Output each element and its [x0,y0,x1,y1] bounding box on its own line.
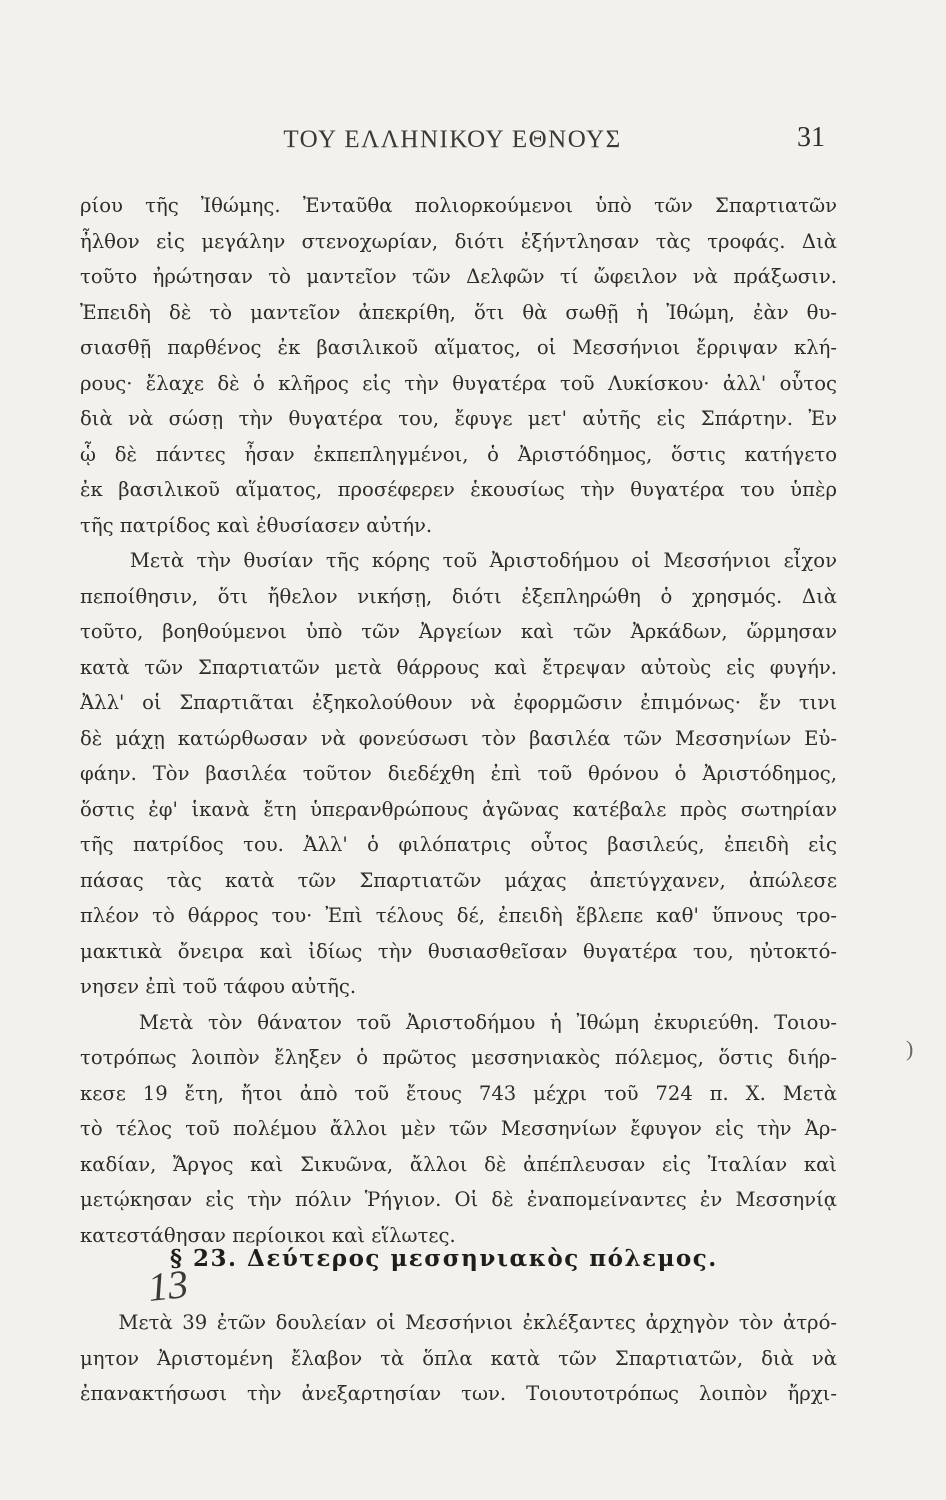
text-line: ρίου τῆς Ἰθώμης. Ἐνταῦθα πολιορκούμενοι ὑπὸ τῶν Σπαρτιατῶν [80,194,837,217]
text-line: πεποίθησιν, ὅτι ἤθελον νικήσῃ, διότι ἐξεπληρώθη ὁ χρησμός. Διὰ [80,584,837,608]
text-line: ρους· ἔλαχε δὲ ὁ κλῆρος εἰς τὴν θυγατέρα τοῦ Λυκίσκου· ἀλλ' οὗτος [80,371,837,395]
text-line: ᾧ δὲ πάντες ἦσαν ἐκπεπληγμένοι, ὁ Ἀριστόδημος, ὅστις κατήγετο [80,442,837,466]
text-line: πλέον τὸ θάρρος του· Ἐπὶ τέλους δέ, ἐπειδὴ ἔβλεπε καθ' ὕπνους τρο- [80,904,837,927]
text-line: μητον Ἀριστομένη ἔλαβον τὰ ὅπλα κατὰ τῶν Σπαρτιατῶν, διὰ νὰ [80,1346,837,1370]
text-line: καδίαν, Ἄργος καὶ Σικυῶνα, ἄλλοι δὲ ἀπέπλευσαν εἰς Ἰταλίαν καὶ [80,1152,837,1176]
page-header [80,122,825,166]
handwritten-margin-note: 13 [145,1261,191,1310]
text-line: νησεν ἐπὶ τοῦ τάφου αὐτῆς. [80,975,357,998]
text-line: κατὰ τῶν Σπαρτιατῶν μετὰ θάρρους καὶ ἔτρεψαν αὐτοὺς εἰς φυγήν. [80,655,837,679]
text-line: σιασθῇ παρθένος ἐκ βασιλικοῦ αἵματος, οἱ Μεσσήνιοι ἔρριψαν κλή- [80,336,837,359]
text-line: Μετὰ τὴν θυσίαν τῆς κόρης τοῦ Ἀριστοδήμου οἱ Μεσσήνιοι εἶχον [80,549,837,572]
text-line: τοτρόπως λοιπὸν ἔληξεν ὁ πρῶτος μεσσηνιακὸς πόλεμος, ὅστις διήρ- [80,1046,837,1069]
text-line: ἦλθον εἰς μεγάλην στενοχωρίαν, διότι ἐξήντλησαν τὰς τροφάς. Διὰ [80,229,837,253]
text-line: κεσε 19 ἔτη, ἤτοι ἀπὸ τοῦ ἔτους 743 μέχρι τοῦ 724 π. Χ. Μετὰ [80,1081,837,1105]
text-line: πάσας τὰς κατὰ τῶν Σπαρτιατῶν μάχας ἀπετύγχανεν, ἀπώλεσε [80,868,837,892]
page-number: 31 [797,122,825,153]
body-text-section-1 [80,188,837,1253]
text-line: κατεστάθησαν περίοικοι καὶ εἵλωτες. [80,1223,456,1247]
running-head: ΤΟΥ ΕΛΛΗΝΙΚΟΥ ΕΘΝΟΥΣ [283,126,622,153]
text-line: Ἀλλ' οἱ Σπαρτιᾶται ἐξηκολούθουν νὰ ἐφορμῶσιν ἐπιμόνως· ἔν τινι [80,691,837,714]
text-line: τὸ τέλος τοῦ πολέμου ἄλλοι μὲν τῶν Μεσσηνίων ἔφυγον εἰς τὴν Ἀρ- [80,1117,837,1140]
text-line: τοῦτο ἠρώτησαν τὸ μαντεῖον τῶν Δελφῶν τί ὤφειλον νὰ πράξωσιν. [80,265,837,288]
text-line: Μετὰ τὸν θάνατον τοῦ Ἀριστοδήμου ἡ Ἰθώμη ἐκυριεύθη. Τοιου- [80,1010,837,1034]
section-heading: § 23. Δεύτερος μεσσηνιακὸς πόλεμος. [170,1245,718,1272]
text-line: τοῦτο, βοηθούμενοι ὑπὸ τῶν Ἀργείων καὶ τῶν Ἀρκάδων, ὥρμησαν [80,620,837,643]
text-line: ἐπανακτήσωσι τὴν ἀνεξαρτησίαν των. Τοιουτοτρόπως λοιπὸν ἤρχι- [80,1382,837,1405]
margin-paren-mark: ) [906,1036,914,1061]
text-line: τῆς πατρίδος καὶ ἐθυσίασεν αὐτήν. [80,513,433,537]
text-line: Ἐπειδὴ δὲ τὸ μαντεῖον ἀπεκρίθη, ὅτι θὰ σωθῇ ἡ Ἰθώμη, ἐὰν θυ- [80,300,837,324]
text-line: τῆς πατρίδος του. Ἀλλ' ὁ φιλόπατρις οὗτος βασιλεύς, ἐπειδὴ εἰς [80,833,837,856]
text-line: φάην. Τὸν βασιλέα τοῦτον διεδέχθη ἐπὶ τοῦ θρόνου ὁ Ἀριστόδημος, [80,762,837,785]
text-line: μετῴκησαν εἰς τὴν πόλιν Ῥήγιον. Οἱ δὲ ἐναπομείναντες ἐν Μεσσηνίᾳ [80,1188,837,1211]
text-line: Μετὰ 39 ἐτῶν δουλείαν οἱ Μεσσήνιοι ἐκλέξαντες ἀρχηγὸν τὸν ἀτρό- [80,1311,837,1334]
text-line: ὅστις ἐφ' ἱκανὰ ἔτη ὑπερανθρώπους ἀγῶνας κατέβαλε πρὸς σωτηρίαν [80,797,837,821]
text-line: μακτικὰ ὄνειρα καὶ ἰδίως τὴν θυσιασθεῖσαν θυγατέρα του, ηὐτοκτό- [80,939,837,963]
body-text-section-2 [80,1305,837,1412]
text-line: διὰ νὰ σώσῃ τὴν θυγατέρα του, ἔφυγε μετ' αὐτῆς εἰς Σπάρτην. Ἐν [80,407,837,430]
text-line: ἐκ βασιλικοῦ αἵματος, προσέφερεν ἑκουσίως τὴν θυγατέρα του ὑπὲρ [80,478,837,501]
text-line: δὲ μάχῃ κατώρθωσαν νὰ φονεύσωσι τὸν βασιλέα τῶν Μεσσηνίων Εὐ- [80,726,837,750]
